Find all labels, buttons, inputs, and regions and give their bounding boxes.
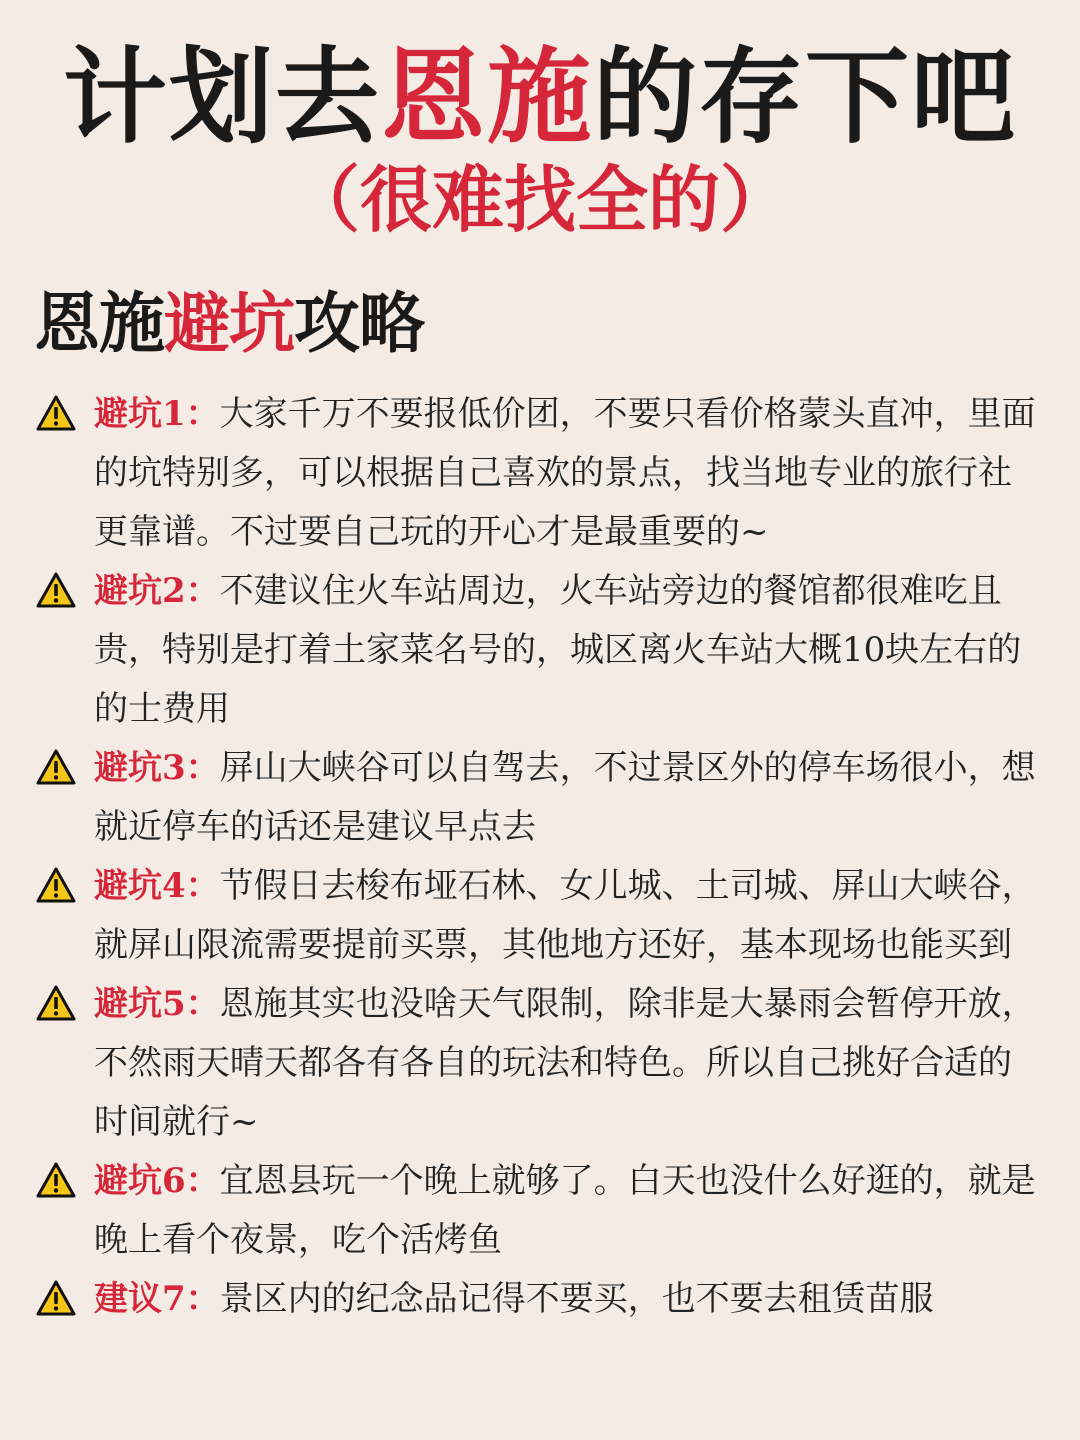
warning-icon <box>36 572 76 608</box>
warning-icon <box>36 1162 76 1198</box>
warning-icon <box>36 985 76 1021</box>
warning-icon <box>36 1280 76 1316</box>
section-title-part1: 恩施 <box>34 285 164 362</box>
tip-item <box>0 739 1080 857</box>
tip-text: 恩施其实也没啥天气限制，除非是大暴雨会暂停开放，不然雨天晴天都各有各自的玩法和特色。所以自己挑好合适的时间就行~ <box>94 984 1036 1142</box>
warning-icon <box>36 395 76 431</box>
warning-icon <box>36 749 76 785</box>
tip-item <box>0 857 1080 975</box>
tips-list <box>0 385 1080 1329</box>
title-part1: 计划去 <box>62 36 381 158</box>
tip-tag: 避坑6： <box>94 1161 220 1201</box>
page-title <box>0 38 1080 156</box>
tip-text: 屏山大峡谷可以自驾去，不过景区外的停车场很小，想就近停车的话还是建议早点去 <box>94 748 1036 847</box>
section-title-highlight: 避坑 <box>164 285 294 362</box>
tip-item <box>0 975 1080 1152</box>
warning-icon <box>36 867 76 903</box>
tip-item <box>0 562 1080 739</box>
tip-item <box>0 1152 1080 1270</box>
tip-text: 大家千万不要报低价团，不要只看价格蒙头直冲，里面的坑特别多，可以根据自己喜欢的景点，找当地专业的旅行社更靠谱。不过要自己玩的开心才是最重要的~ <box>94 394 1036 552</box>
page-subtitle: （很难找全的） <box>287 158 792 242</box>
tip-text: 不建议住火车站周边，火车站旁边的餐馆都很难吃且贵，特别是打着土家菜名号的，城区离火车站大概10块左右的的士费用 <box>94 571 1022 729</box>
tip-tag: 避坑4： <box>94 866 220 906</box>
tip-tag: 避坑5： <box>94 984 220 1024</box>
title-highlight: 恩施 <box>380 36 593 158</box>
tip-item <box>0 1270 1080 1329</box>
title-part2: 的存下吧 <box>593 36 1018 158</box>
tip-item <box>0 385 1080 562</box>
tip-text: 节假日去梭布垭石林、女儿城、土司城、屏山大峡谷，就屏山限流需要提前买票，其他地方还好，基本现场也能买到 <box>94 866 1036 965</box>
tip-tag: 避坑3： <box>94 748 220 788</box>
tip-tag: 避坑1： <box>94 394 220 434</box>
section-title <box>34 283 424 365</box>
tip-tag: 避坑2： <box>94 571 220 611</box>
tip-tag: 建议7： <box>94 1279 220 1319</box>
section-title-part2: 攻略 <box>294 285 424 362</box>
tip-text: 宜恩县玩一个晚上就够了。白天也没什么好逛的，就是晚上看个夜景，吃个活烤鱼 <box>94 1161 1036 1260</box>
tip-text: 景区内的纪念品记得不要买，也不要去租赁苗服 <box>219 1279 934 1319</box>
